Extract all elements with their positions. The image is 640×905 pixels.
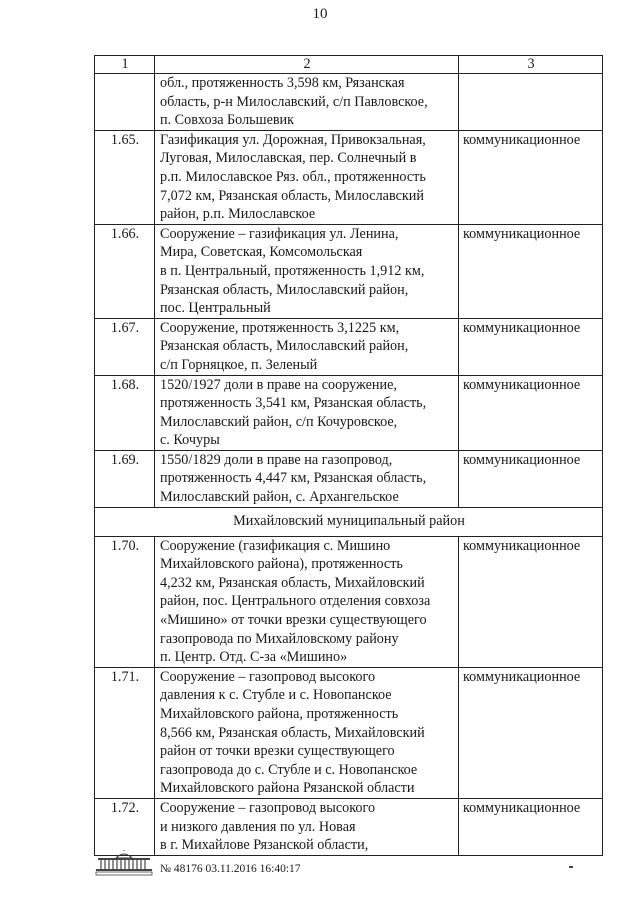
table-row [95,318,603,375]
row-type: коммуникационное [459,798,603,855]
row-description: Сооружение (газификация с. Мишино Михайловского района), протяженность 4,232 км, Рязанская область, Михайловский район, пос. Центрального отделения совхоза «Мишино» от точки врезки существующего газопровода по Михайловскому району п. Центр. Отд. С-за «Мишино» [155,536,459,667]
table-row [95,450,603,507]
table-row [95,536,603,667]
table-row [95,74,603,131]
row-number: 1.65. [95,130,155,224]
row-description: обл., протяженность 3,598 км, Рязанская область, р-н Милославский, с/п Павловское, п. Совхоза Большевик [155,74,459,131]
row-type: коммуникационное [459,224,603,318]
row-number: 1.68. [95,375,155,450]
row-number: 1.70. [95,536,155,667]
row-type: коммуникационное [459,375,603,450]
row-type: коммуникационное [459,667,603,798]
document-reference: № 48176 03.11.2016 16:40:17 [160,863,301,875]
table-header-row [95,56,603,74]
row-number [95,74,155,131]
row-number: 1.69. [95,450,155,507]
row-description: Газификация ул. Дорожная, Привокзальная, Луговая, Милославская, пер. Солнечный в р.п. Милославское Ряз. обл., протяженность 7,072 км, Рязанская область, Милославский район, р.п. Милославское [155,130,459,224]
row-type: коммуникационное [459,536,603,667]
row-number: 1.66. [95,224,155,318]
government-building-logo-icon [94,850,154,876]
table-row [95,224,603,318]
property-table [94,55,603,856]
column-header-3: 3 [459,56,603,74]
page-number: 10 [312,6,328,22]
row-type: коммуникационное [459,450,603,507]
document-footer [94,850,394,876]
row-type: коммуникационное [459,318,603,375]
table-row [95,667,603,798]
row-description: Сооружение – газификация ул. Ленина, Мира, Советская, Комсомольская в п. Центральный, протяженность 1,912 км, Рязанская область, Милославский район, пос. Центральный [155,224,459,318]
row-type [459,74,603,131]
row-description: 1520/1927 доли в праве на сооружение, протяженность 3,541 км, Рязанская область, Милославский район, с/п Кочуровское, с. Кочуры [155,375,459,450]
row-number: 1.71. [95,667,155,798]
row-description: Сооружение, протяженность 3,1225 км, Рязанская область, Милославский район, с/п Горняцкое, п. Зеленый [155,318,459,375]
section-title: Михайловский муниципальный район [95,507,603,536]
row-number: 1.67. [95,318,155,375]
row-description: Сооружение – газопровод высокого давления к с. Стубле и с. Новопанское Михайловского района, протяженность 8,566 км, Рязанская область, Михайловский район от точки врезки существующего газопровода до с. Стубле и с. Новопанское Михайловского района Рязанской области [155,667,459,798]
row-number: 1.72. [95,798,155,855]
row-description: 1550/1829 доли в праве на газопровод, протяженность 4,447 км, Рязанская область, Милославский район, с. Архангельское [155,450,459,507]
scan-mark [569,866,573,868]
section-row [95,507,603,536]
table-row [95,375,603,450]
column-header-2: 2 [155,56,459,74]
row-description: Сооружение – газопровод высокого и низкого давления по ул. Новая в г. Михайлове Рязанской области, [155,798,459,855]
table-row [95,798,603,855]
column-header-1: 1 [95,56,155,74]
table-row [95,130,603,224]
row-type: коммуникационное [459,130,603,224]
